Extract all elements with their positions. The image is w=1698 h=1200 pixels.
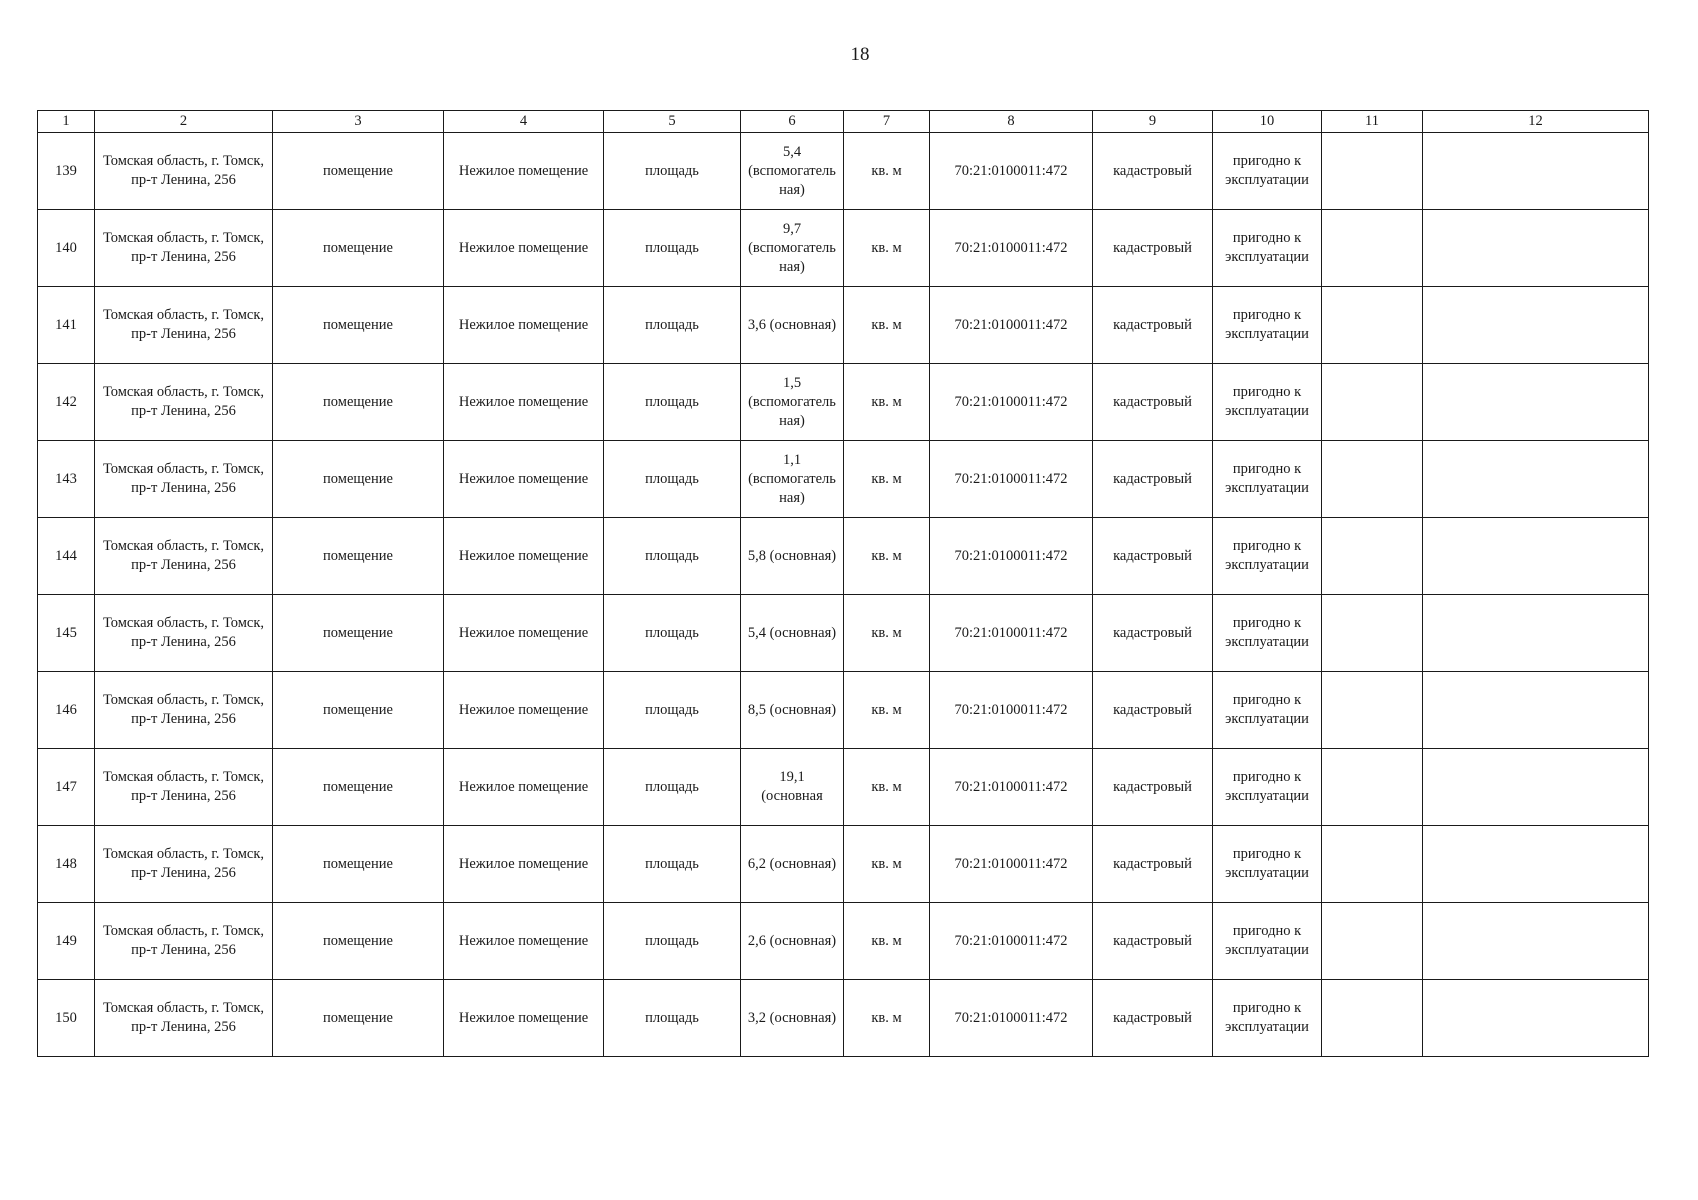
address-cell: Томская область, г. Томск, пр-т Ленина, 256 [95,518,273,595]
address-cell: Томская область, г. Томск, пр-т Ленина, 256 [95,364,273,441]
number-type-cell: кадастровый [1093,518,1213,595]
empty-cell-col12 [1423,595,1649,672]
empty-cell-col11 [1322,133,1423,210]
area-value-cell: 3,6 (основная) [741,287,844,364]
table-row [38,287,1649,364]
row-number-cell: 144 [38,518,95,595]
column-header: 7 [844,111,930,133]
object-type-cell: помещение [273,826,444,903]
number-type-cell: кадастровый [1093,595,1213,672]
row-number-cell: 148 [38,826,95,903]
object-type-cell: помещение [273,364,444,441]
column-header: 11 [1322,111,1423,133]
object-type-cell: помещение [273,672,444,749]
characteristic-cell: площадь [604,749,741,826]
condition-cell: пригодно к эксплуатации [1213,287,1322,364]
object-type-cell: помещение [273,133,444,210]
condition-cell: пригодно к эксплуатации [1213,210,1322,287]
empty-cell-col12 [1423,133,1649,210]
table-row [38,595,1649,672]
table-row [38,749,1649,826]
address-cell: Томская область, г. Томск, пр-т Ленина, 256 [95,133,273,210]
object-name-cell: Нежилое помещение [444,672,604,749]
characteristic-cell: площадь [604,133,741,210]
area-value-cell: 19,1 (основная [741,749,844,826]
condition-cell: пригодно к эксплуатации [1213,826,1322,903]
characteristic-cell: площадь [604,826,741,903]
empty-cell-col12 [1423,980,1649,1057]
empty-cell-col11 [1322,672,1423,749]
unit-cell: кв. м [844,903,930,980]
number-type-cell: кадастровый [1093,364,1213,441]
row-number-cell: 141 [38,287,95,364]
empty-cell-col11 [1322,980,1423,1057]
characteristic-cell: площадь [604,595,741,672]
characteristic-cell: площадь [604,903,741,980]
condition-cell: пригодно к эксплуатации [1213,672,1322,749]
object-type-cell: помещение [273,903,444,980]
object-name-cell: Нежилое помещение [444,980,604,1057]
cadastral-number-cell: 70:21:0100011:472 [930,441,1093,518]
table-row [38,980,1649,1057]
empty-cell-col11 [1322,749,1423,826]
empty-cell-col12 [1423,287,1649,364]
object-type-cell: помещение [273,518,444,595]
characteristic-cell: площадь [604,287,741,364]
unit-cell: кв. м [844,980,930,1057]
object-name-cell: Нежилое помещение [444,133,604,210]
area-value-cell: 1,5 (вспомогатель ная) [741,364,844,441]
empty-cell-col11 [1322,826,1423,903]
object-name-cell: Нежилое помещение [444,364,604,441]
unit-cell: кв. м [844,518,930,595]
cadastral-number-cell: 70:21:0100011:472 [930,287,1093,364]
column-header: 2 [95,111,273,133]
table-row [38,364,1649,441]
number-type-cell: кадастровый [1093,749,1213,826]
address-cell: Томская область, г. Томск, пр-т Ленина, 256 [95,980,273,1057]
condition-cell: пригодно к эксплуатации [1213,980,1322,1057]
address-cell: Томская область, г. Томск, пр-т Ленина, 256 [95,749,273,826]
unit-cell: кв. м [844,441,930,518]
address-cell: Томская область, г. Томск, пр-т Ленина, 256 [95,826,273,903]
row-number-cell: 142 [38,364,95,441]
empty-cell-col11 [1322,903,1423,980]
cadastral-number-cell: 70:21:0100011:472 [930,210,1093,287]
row-number-cell: 146 [38,672,95,749]
area-value-cell: 6,2 (основная) [741,826,844,903]
object-type-cell: помещение [273,749,444,826]
column-header: 5 [604,111,741,133]
address-cell: Томская область, г. Томск, пр-т Ленина, 256 [95,903,273,980]
empty-cell-col12 [1423,903,1649,980]
characteristic-cell: площадь [604,980,741,1057]
area-value-cell: 5,4 (вспомогатель ная) [741,133,844,210]
cadastral-number-cell: 70:21:0100011:472 [930,903,1093,980]
unit-cell: кв. м [844,364,930,441]
object-type-cell: помещение [273,287,444,364]
column-header: 10 [1213,111,1322,133]
unit-cell: кв. м [844,749,930,826]
cadastral-number-cell: 70:21:0100011:472 [930,595,1093,672]
table-row [38,672,1649,749]
unit-cell: кв. м [844,210,930,287]
unit-cell: кв. м [844,672,930,749]
unit-cell: кв. м [844,595,930,672]
cadastral-number-cell: 70:21:0100011:472 [930,672,1093,749]
column-header: 6 [741,111,844,133]
column-header: 8 [930,111,1093,133]
object-type-cell: помещение [273,210,444,287]
cadastral-number-cell: 70:21:0100011:472 [930,133,1093,210]
object-name-cell: Нежилое помещение [444,441,604,518]
characteristic-cell: площадь [604,441,741,518]
column-header: 3 [273,111,444,133]
column-header: 1 [38,111,95,133]
number-type-cell: кадастровый [1093,287,1213,364]
characteristic-cell: площадь [604,518,741,595]
area-value-cell: 2,6 (основная) [741,903,844,980]
area-value-cell: 9,7 (вспомогатель ная) [741,210,844,287]
row-number-cell: 145 [38,595,95,672]
property-registry-table [37,110,1649,1057]
address-cell: Томская область, г. Томск, пр-т Ленина, 256 [95,287,273,364]
object-type-cell: помещение [273,980,444,1057]
unit-cell: кв. м [844,133,930,210]
condition-cell: пригодно к эксплуатации [1213,364,1322,441]
object-name-cell: Нежилое помещение [444,749,604,826]
object-name-cell: Нежилое помещение [444,210,604,287]
empty-cell-col12 [1423,518,1649,595]
number-type-cell: кадастровый [1093,980,1213,1057]
object-name-cell: Нежилое помещение [444,287,604,364]
empty-cell-col12 [1423,749,1649,826]
cadastral-number-cell: 70:21:0100011:472 [930,749,1093,826]
address-cell: Томская область, г. Томск, пр-т Ленина, 256 [95,672,273,749]
table-row [38,210,1649,287]
table-row [38,133,1649,210]
object-name-cell: Нежилое помещение [444,826,604,903]
column-number-row [38,111,1649,133]
page-number: 18 [850,44,870,65]
empty-cell-col12 [1423,210,1649,287]
unit-cell: кв. м [844,287,930,364]
condition-cell: пригодно к эксплуатации [1213,903,1322,980]
condition-cell: пригодно к эксплуатации [1213,595,1322,672]
address-cell: Томская область, г. Томск, пр-т Ленина, 256 [95,441,273,518]
empty-cell-col12 [1423,441,1649,518]
empty-cell-col12 [1423,364,1649,441]
table-row [38,441,1649,518]
object-name-cell: Нежилое помещение [444,903,604,980]
object-name-cell: Нежилое помещение [444,518,604,595]
empty-cell-col11 [1322,518,1423,595]
table-row [38,826,1649,903]
row-number-cell: 149 [38,903,95,980]
address-cell: Томская область, г. Томск, пр-т Ленина, 256 [95,210,273,287]
object-type-cell: помещение [273,595,444,672]
empty-cell-col11 [1322,364,1423,441]
row-number-cell: 147 [38,749,95,826]
area-value-cell: 1,1 (вспомогатель ная) [741,441,844,518]
number-type-cell: кадастровый [1093,672,1213,749]
characteristic-cell: площадь [604,210,741,287]
number-type-cell: кадастровый [1093,441,1213,518]
column-header: 9 [1093,111,1213,133]
row-number-cell: 140 [38,210,95,287]
number-type-cell: кадастровый [1093,210,1213,287]
row-number-cell: 139 [38,133,95,210]
empty-cell-col12 [1423,826,1649,903]
empty-cell-col11 [1322,441,1423,518]
unit-cell: кв. м [844,826,930,903]
condition-cell: пригодно к эксплуатации [1213,749,1322,826]
row-number-cell: 143 [38,441,95,518]
number-type-cell: кадастровый [1093,133,1213,210]
empty-cell-col11 [1322,210,1423,287]
area-value-cell: 8,5 (основная) [741,672,844,749]
empty-cell-col11 [1322,287,1423,364]
table-row [38,903,1649,980]
object-name-cell: Нежилое помещение [444,595,604,672]
cadastral-number-cell: 70:21:0100011:472 [930,364,1093,441]
area-value-cell: 5,4 (основная) [741,595,844,672]
condition-cell: пригодно к эксплуатации [1213,518,1322,595]
empty-cell-col12 [1423,672,1649,749]
cadastral-number-cell: 70:21:0100011:472 [930,980,1093,1057]
condition-cell: пригодно к эксплуатации [1213,133,1322,210]
characteristic-cell: площадь [604,672,741,749]
cadastral-number-cell: 70:21:0100011:472 [930,518,1093,595]
area-value-cell: 3,2 (основная) [741,980,844,1057]
number-type-cell: кадастровый [1093,826,1213,903]
table-row [38,518,1649,595]
empty-cell-col11 [1322,595,1423,672]
table-body [38,133,1649,1057]
number-type-cell: кадастровый [1093,903,1213,980]
characteristic-cell: площадь [604,364,741,441]
column-header: 12 [1423,111,1649,133]
cadastral-number-cell: 70:21:0100011:472 [930,826,1093,903]
column-header: 4 [444,111,604,133]
row-number-cell: 150 [38,980,95,1057]
area-value-cell: 5,8 (основная) [741,518,844,595]
object-type-cell: помещение [273,441,444,518]
address-cell: Томская область, г. Томск, пр-т Ленина, 256 [95,595,273,672]
condition-cell: пригодно к эксплуатации [1213,441,1322,518]
